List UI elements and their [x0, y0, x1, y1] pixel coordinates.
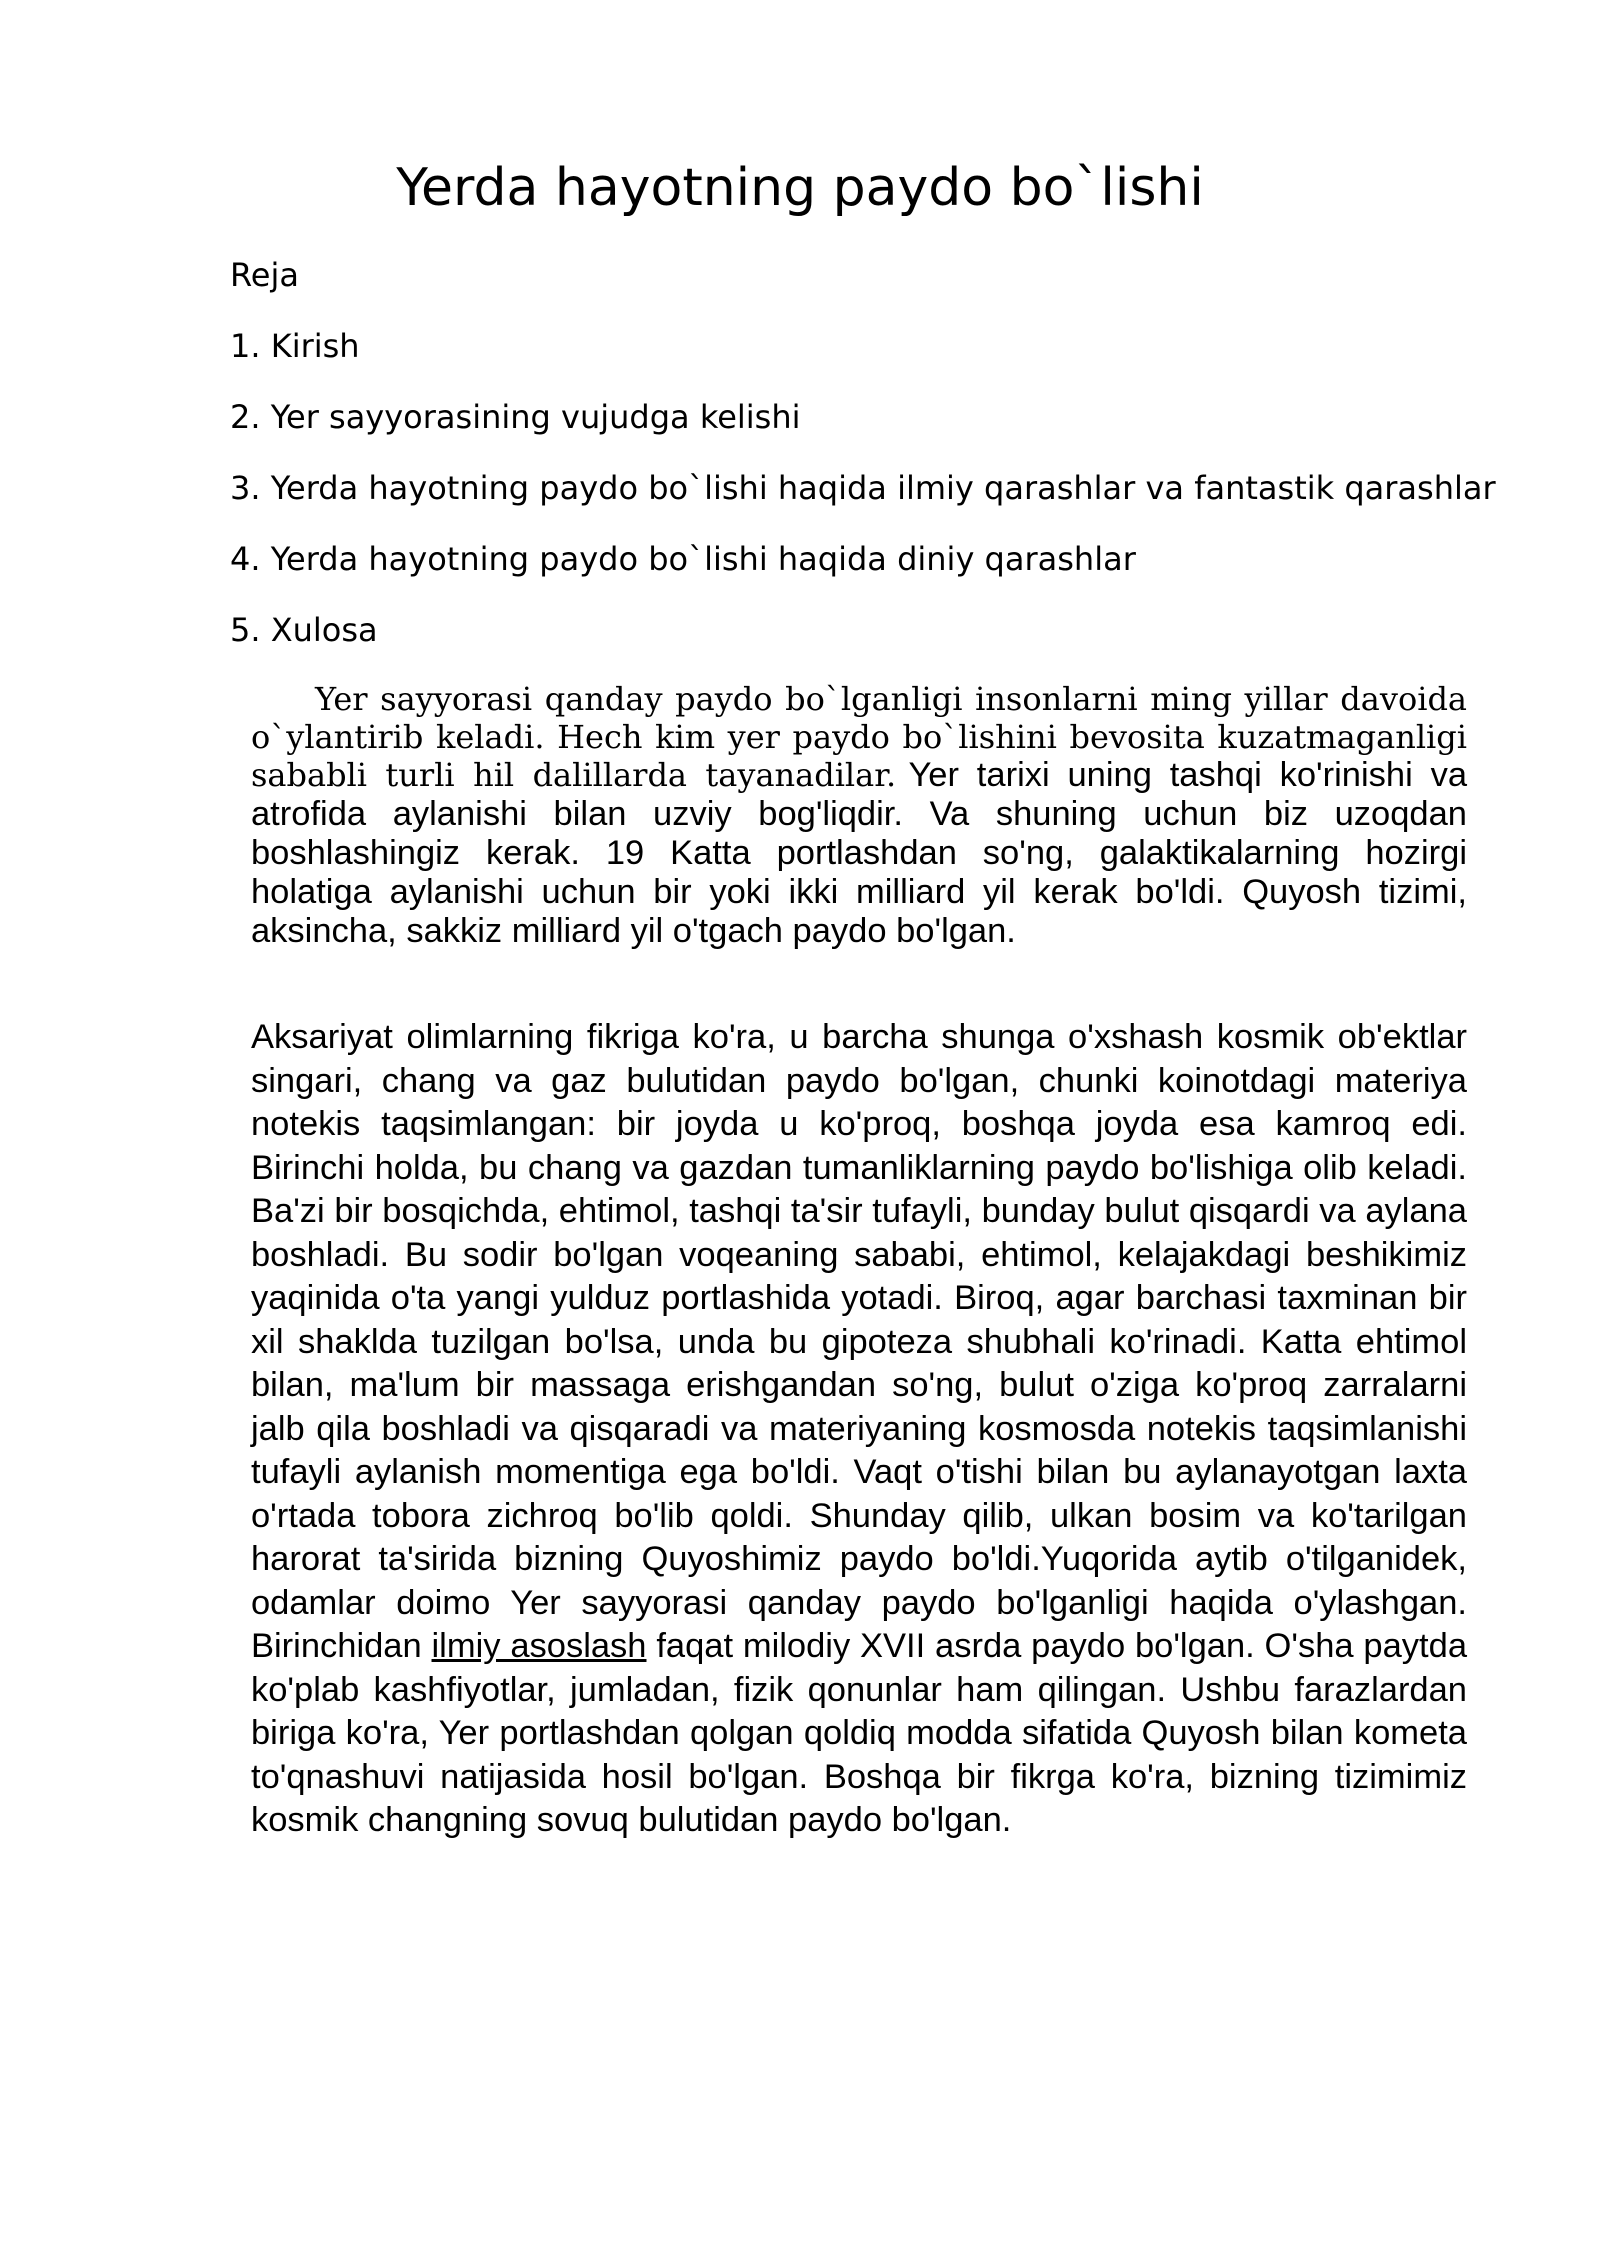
intro-paragraph: [251, 680, 1467, 951]
intro-paragraph-sans-text: Yer tarixi uning tashqi ko'rinishi va atrofida aylanishi bilan uzviy bog'liqdir. Va shuning uchun biz uzoqdan boshlashingiz kerak. 19 Katta portlashdan so'ng, galaktikalarning hozirgi holatiga aylanishi uchun bir yoki ikki milliard yil kerak bo'ldi. Quyosh tizimi, aksincha, sakkiz milliard yil o'tgach paydo bo'lgan.: [251, 756, 1468, 950]
plan-list: [230, 246, 1496, 672]
document-title: Yerda hayotning paydo bo`lishi: [396, 158, 1204, 218]
plan-item: 2. Yer sayyorasining vujudga kelishi: [230, 398, 801, 436]
intro-paragraph-serif-text: Yer sayyorasi qanday paydo bo`lganligi insonlarni ming yillar davoida o`ylantirib keladi. Hech kim yer paydo bo`lishini bevosita kuzatmaganligi sababli turli hil dalillarda tayanadilar.: [251, 680, 1467, 794]
main-paragraph: [251, 1016, 1467, 1843]
scientific-basis-link[interactable]: ilmiy asoslash: [431, 1627, 647, 1665]
main-paragraph-text: Aksariyat olimlarning fikriga ko'ra, u barcha shunga o'xshash kosmik ob'ektlar singari, chang va gaz bulutidan paydo bo'lgan, chunki koinotdagi materiya notekis taqsimlangan: bir joyda u ko'proq, boshqa joyda esa kamroq edi. Birinchi holda, bu chang va gazdan tumanliklarning paydo bo'lishiga olib keladi. Ba'zi bir bosqichda, ehtimol, tashqi ta'sir tufayli, bunday bulut qisqardi va aylana boshladi. Bu sodir bo'lgan voqeaning sababi, ehtimol, kelajakdagi beshikimiz yaqinida o'ta yangi yulduz portlashida yotadi. Biroq, agar barchasi taxminan bir xil shaklda tuzilgan bo'lsa, unda bu gipoteza shubhali ko'rinadi. Katta ehtimol bilan, ma'lum bir massaga erishgandan so'ng, bulut o'ziga ko'proq zarralarni jalb qila boshladi va qisqaradi va materiyaning kosmosda notekis taqsimlanishi tufayli aylanish momentiga ega bo'ldi. Vaqt o'tishi bilan bu aylanayotgan laxta o'rtada tobora zichroq bo'lib qoldi. Shunday qilib, ulkan bosim va ko'tarilgan harorat ta'sirida bizning Quyoshimiz paydo bo'ldi.Yuqorida aytib o'tilganidek, odamlar doimo Yer sayyorasi qanday paydo bo'lganligi haqida o'ylashgan. Birinchidan: [251, 1018, 1467, 1665]
plan-item: 5. Xulosa: [230, 611, 378, 649]
plan-item: 3. Yerda hayotning paydo bo`lishi haqida ilmiy qarashlar va fantastik qarashlar: [230, 469, 1496, 507]
main-paragraph-text-continued: faqat milodiy XVII asrda paydo bo'lgan. O'sha paytda ko'plab kashfiyotlar, jumladan, fizik qonunlar ham qilingan. Ushbu farazlardan biriga ko'ra, Yer portlashdan qolgan qoldiq modda sifatida Quyosh bilan kometa to'qnashuvi natijasida hosil bo'lgan. Boshqa bir fikrga ko'ra, bizning tizimimiz kosmik changning sovuq bulutidan paydo bo'lgan.: [251, 1627, 1468, 1839]
plan-item: 4. Yerda hayotning paydo bo`lishi haqida diniy qarashlar: [230, 540, 1136, 578]
plan-item: 1. Kirish: [230, 327, 360, 365]
plan-heading: Reja: [230, 256, 299, 294]
